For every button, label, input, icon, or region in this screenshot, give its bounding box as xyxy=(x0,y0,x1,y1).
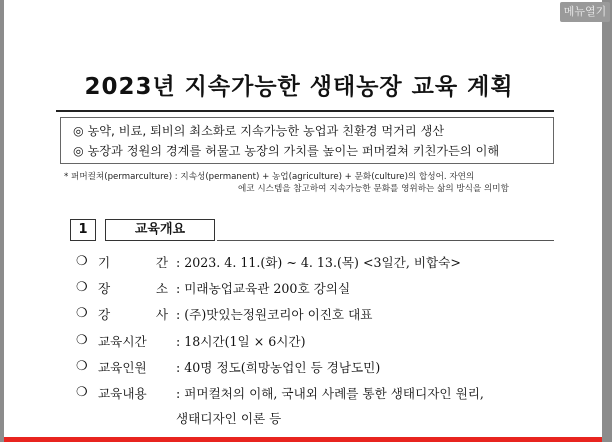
item-value: : 2023. 4. 11.(화) ~ 4. 13.(목) <3일간, 비합숙> xyxy=(176,254,461,270)
circle-bullet-icon: ❍ xyxy=(76,279,88,295)
document-page xyxy=(4,0,602,442)
section-number: 1 xyxy=(70,219,96,241)
note-line-2: 에코 시스템을 참고하여 지속가능한 문화를 영위하는 삶의 방식을 의미함 xyxy=(238,183,509,194)
item-label: 교육인원 xyxy=(98,359,147,375)
item-value: : 퍼머컬처의 이해, 국내외 사례를 통한 생태디자인 원리, xyxy=(176,386,484,402)
document-title: 2023년 지속가능한 생태농장 교육 계획 xyxy=(84,74,514,100)
title-underline xyxy=(56,110,554,112)
item-label: 기 간 xyxy=(98,254,168,270)
item-label: 강 사 xyxy=(98,307,168,323)
circle-bullet-icon: ❍ xyxy=(76,385,88,401)
list-item-content-continuation: 생태디자인 이론 등 xyxy=(176,410,282,426)
list-item-place xyxy=(76,274,576,300)
permaculture-note xyxy=(64,172,554,195)
item-value: : 미래농업교육관 200호 강의실 xyxy=(176,280,351,296)
circle-bullet-icon: ❍ xyxy=(76,358,88,374)
item-label: 장 소 xyxy=(98,280,168,296)
list-item-content xyxy=(76,379,576,405)
goal-2: ◎ 농장과 정원의 경계를 허물고 농장의 가치를 높이는 퍼머컬쳐 키친가든의 이해 xyxy=(73,144,500,158)
list-item-period xyxy=(76,248,576,274)
bottom-accent-bar xyxy=(4,437,602,442)
circle-bullet-icon: ❍ xyxy=(76,332,88,348)
circle-bullet-icon: ❍ xyxy=(76,306,88,322)
goals-box xyxy=(60,117,554,164)
section-rule xyxy=(217,240,554,241)
note-line-1: * 퍼머컬쳐(permarculture) : 지속성(permanent) + 농업(agriculture) + 문화(culture)의 합성어. 자연의 xyxy=(64,172,475,182)
list-item-participants xyxy=(76,353,576,379)
circle-bullet-icon: ❍ xyxy=(76,253,88,269)
item-value: : 18시간(1일 × 6시간) xyxy=(176,333,306,349)
overview-list xyxy=(76,248,576,432)
menu-open-button[interactable]: 메뉴열기 xyxy=(560,2,610,22)
list-item-hours xyxy=(76,327,576,353)
section-title: 교육개요 xyxy=(105,219,215,241)
item-label: 교육시간 xyxy=(98,333,147,349)
list-item-instructor xyxy=(76,301,576,327)
goal-1: ◎ 농약, 비료, 퇴비의 최소화로 지속가능한 농업과 친환경 먹거리 생산 xyxy=(73,124,445,138)
item-label: 교육내용 xyxy=(98,386,147,402)
item-value: : (주)맛있는정원코리아 이진호 대표 xyxy=(176,307,373,323)
item-value: : 40명 정도(희망농업인 등 경남도민) xyxy=(176,359,381,375)
